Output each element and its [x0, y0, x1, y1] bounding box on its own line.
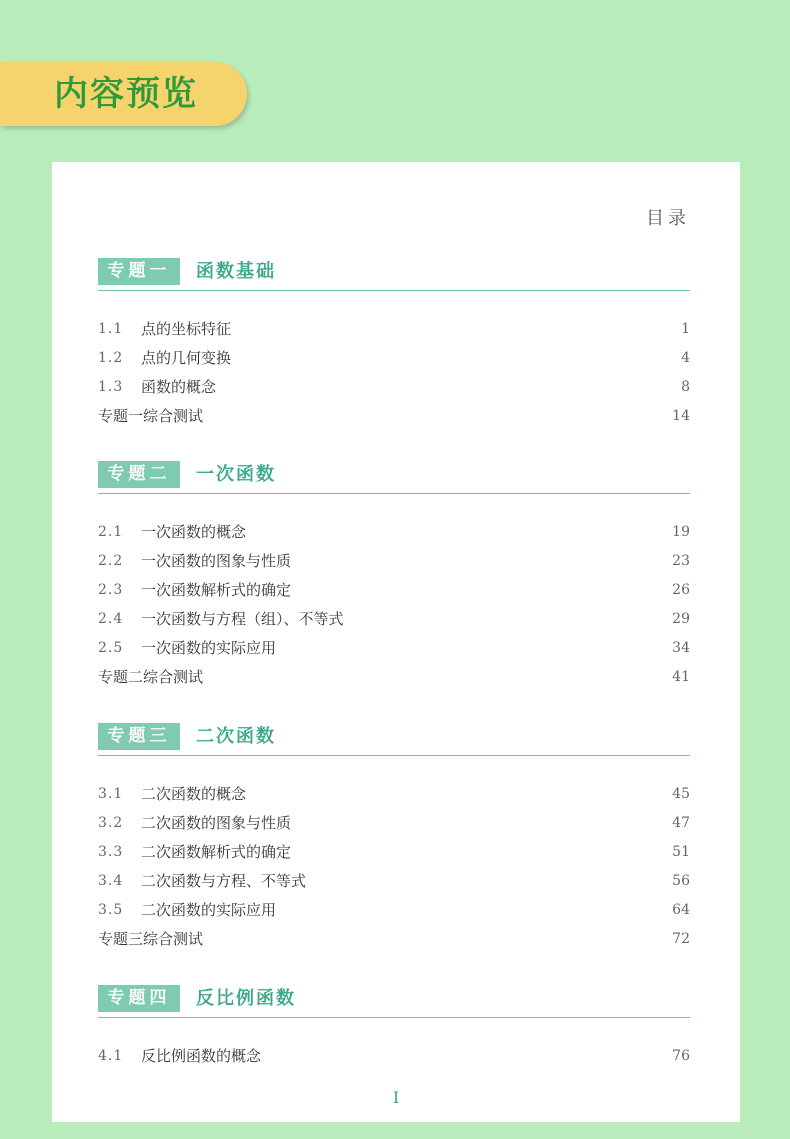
- section-number: 3.3: [98, 844, 124, 860]
- section-number: 2.4: [98, 611, 124, 627]
- toc-entry[interactable]: [98, 315, 690, 344]
- toc-entry[interactable]: [98, 896, 690, 925]
- toc-entry[interactable]: [98, 867, 690, 896]
- entry-title: 二次函数的图象与性质: [141, 814, 292, 832]
- toc-page: [52, 162, 740, 1122]
- toc-entry[interactable]: [98, 344, 690, 373]
- toc-entry[interactable]: [98, 663, 690, 692]
- section-number: 2.1: [98, 524, 124, 540]
- entry-page-number: 26: [672, 582, 690, 598]
- chapter-label: 专题一: [98, 258, 180, 285]
- entry-title: 一次函数的图象与性质: [141, 552, 292, 570]
- chapter-items: [98, 518, 690, 692]
- section-number: 2.3: [98, 582, 124, 598]
- chapter-label: 专题四: [98, 985, 180, 1012]
- toc-entry[interactable]: [98, 576, 690, 605]
- section-number: 1.1: [98, 321, 124, 337]
- chapter-header: [98, 258, 690, 291]
- entry-title: 一次函数的概念: [141, 523, 247, 541]
- content-preview-banner: [0, 62, 247, 126]
- entry-page-number: 29: [672, 611, 690, 627]
- chapter-label: 专题三: [98, 723, 180, 750]
- chapter-header: [98, 985, 690, 1018]
- section-number: 3.5: [98, 902, 124, 918]
- entry-page-number: 56: [672, 873, 690, 889]
- entry-title: 点的几何变换: [141, 349, 232, 367]
- section-number: 4.1: [98, 1048, 124, 1064]
- toc-entry[interactable]: [98, 547, 690, 576]
- section-number: 1.2: [98, 350, 124, 366]
- entry-title: 一次函数的实际应用: [141, 639, 277, 657]
- entry-page-number: 8: [681, 379, 690, 395]
- section-number: 3.4: [98, 873, 124, 889]
- entry-page-number: 51: [672, 844, 690, 860]
- toc-entry[interactable]: [98, 925, 690, 954]
- entry-title: 专题二综合测试: [98, 668, 204, 686]
- toc-entry[interactable]: [98, 634, 690, 663]
- entry-title: 点的坐标特征: [141, 320, 232, 338]
- chapter-section: [98, 258, 690, 431]
- entry-title: 一次函数解析式的确定: [141, 581, 292, 599]
- entry-title: 函数的概念: [141, 378, 217, 396]
- banner-title: 内容预览: [54, 74, 198, 114]
- entry-page-number: 76: [672, 1048, 690, 1064]
- chapter-title: 一次函数: [196, 464, 276, 485]
- entry-title: 二次函数的概念: [141, 785, 247, 803]
- toc-entry[interactable]: [98, 780, 690, 809]
- chapter-items: [98, 1042, 690, 1071]
- toc-entry[interactable]: [98, 402, 690, 431]
- entry-page-number: 23: [672, 553, 690, 569]
- entry-page-number: 41: [672, 669, 690, 685]
- chapter-section: [98, 461, 690, 692]
- entry-page-number: 14: [672, 408, 690, 424]
- section-number: 1.3: [98, 379, 124, 395]
- section-number: 2.5: [98, 640, 124, 656]
- toc-entry[interactable]: [98, 809, 690, 838]
- entry-title: 反比例函数的概念: [141, 1047, 262, 1065]
- chapter-header: [98, 461, 690, 494]
- entry-page-number: 47: [672, 815, 690, 831]
- entry-page-number: 4: [681, 350, 690, 366]
- entry-page-number: 45: [672, 786, 690, 802]
- entry-page-number: 1: [681, 321, 690, 337]
- chapter-title: 函数基础: [196, 261, 276, 282]
- chapter-header: [98, 723, 690, 756]
- entry-title: 专题三综合测试: [98, 930, 204, 948]
- entry-title: 二次函数的实际应用: [141, 901, 277, 919]
- toc-entry[interactable]: [98, 373, 690, 402]
- section-number: 2.2: [98, 553, 124, 569]
- chapter-label: 专题二: [98, 461, 180, 488]
- page-footer-number: I: [392, 1088, 400, 1107]
- chapter-items: [98, 780, 690, 954]
- entry-title: 专题一综合测试: [98, 407, 204, 425]
- chapter-section: [98, 723, 690, 954]
- entry-title: 二次函数解析式的确定: [141, 843, 292, 861]
- chapter-items: [98, 315, 690, 431]
- chapter-title: 二次函数: [196, 726, 276, 747]
- toc-entry[interactable]: [98, 1042, 690, 1071]
- toc-entry[interactable]: [98, 605, 690, 634]
- section-number: 3.2: [98, 815, 124, 831]
- chapter-section: [98, 985, 690, 1071]
- entry-title: 二次函数与方程、不等式: [141, 872, 307, 890]
- entry-page-number: 34: [672, 640, 690, 656]
- toc-entry[interactable]: [98, 838, 690, 867]
- entry-page-number: 64: [672, 902, 690, 918]
- section-number: 3.1: [98, 786, 124, 802]
- entry-title: 一次函数与方程（组）、不等式: [141, 610, 344, 628]
- entry-page-number: 72: [672, 931, 690, 947]
- toc-entry[interactable]: [98, 518, 690, 547]
- toc-heading: 目录: [646, 208, 690, 229]
- chapter-title: 反比例函数: [196, 988, 296, 1009]
- entry-page-number: 19: [672, 524, 690, 540]
